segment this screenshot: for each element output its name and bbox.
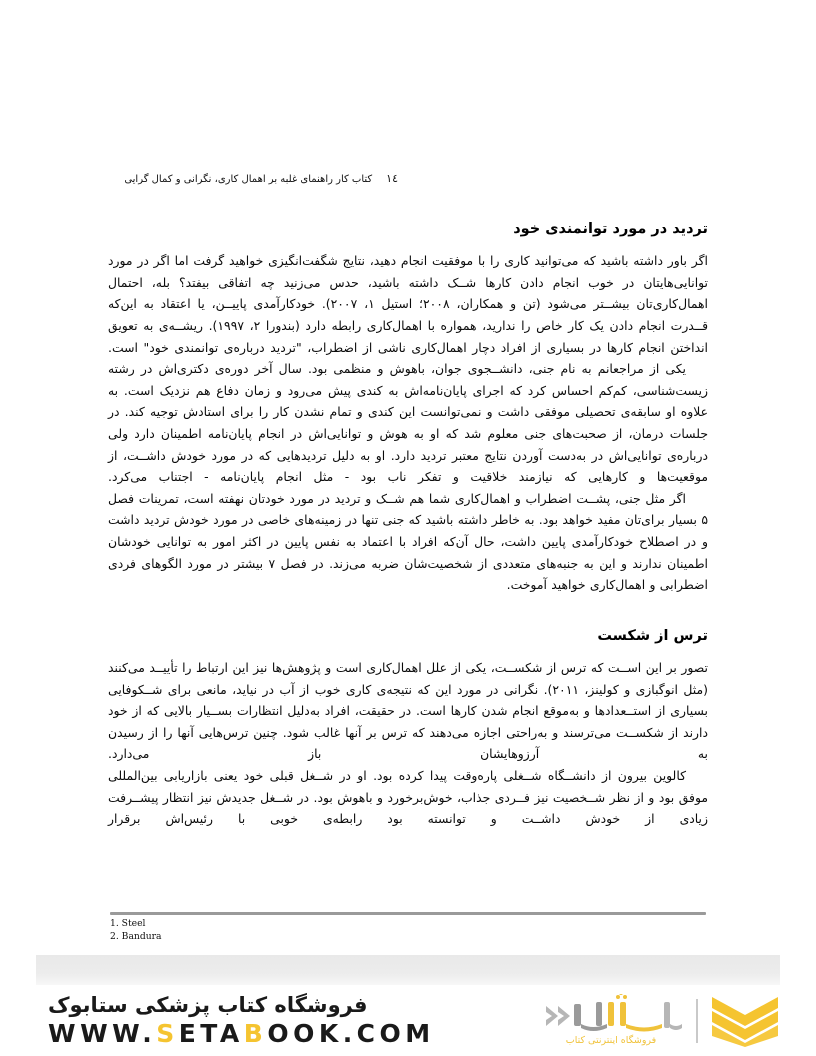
- footnotes: [110, 918, 706, 943]
- logo-wordmark-block: [536, 994, 686, 1046]
- footnote-separator: [110, 912, 706, 915]
- page-bottom-band: [36, 955, 780, 985]
- footnote-item: 1. Steel: [110, 918, 146, 929]
- page-number: ١٤: [386, 172, 398, 185]
- paragraph: تصور بر این اســت که ترس از شکســت، یکی از علل اهمال‌کاری است و پژوهش‌ها نیز این ارتباط را تأییــد می‌کنند (مثل انوگبازی و کولینز، ۲۰۱۱). نگرانی در مورد این که نتیجه‌ی کاری خوب از آب در نیاید، مانعی برای شــکوفایی بسیاری از استــعدادها و به‌موقع انجام شدن کارها است. در حقیقت، افراد به‌دلیل انتظارات بســیار بالایی که از خود دارند از شکســت می‌ترسند و به‌راحتی اجازه می‌دهند که ترس بر آنها غالب شود. چنین ترس‌هایی آنها را از رسیدن به آرزوهایشان باز می‌دارد.: [108, 660, 708, 762]
- running-header: [108, 172, 708, 185]
- paragraph: کالوین بیرون از دانشــگاه شــغلی پاره‌وقت پیدا کرده بود. او در شــغل قبلی خود یعنی بازاریابی بین‌المللی موفق بود و از نظر شــخصیت نیز فــردی جذاب، خوش‌برخورد و باهوش بود. در شــغل جدیدش نیز انتظار پیشــرفت زیادی از خودش داشــت و توانسته بود رابطه‌ی خوبی با رئیس‌اش برقرار: [108, 768, 708, 827]
- footer-branding: [0, 985, 816, 1056]
- brand-url[interactable]: WWW.SETABOOK.COM: [48, 1018, 435, 1048]
- paragraph: اگر باور داشته باشید که می‌توانید کاری را با موفقیت انجام دهید، نتایج شگفت‌انگیزی خواهید گرفت اما اگر در مورد توانایی‌هایتان در خوب انجام دادن کارها شــک داشته باشید، حدس می‌زنید چه اتفاقی بیفتد؟ بله، احتمال اهمال‌کاری‌تان بیشــتر می‌شود (تن و همکاران، ۲۰۰۸؛ استیل ۱، ۲۰۰۷). خودکارآمدی پاییــن، یا اعتقاد به این‌که قــدرت انجام دادن یک کار خاص را ندارید، همواره با اهمال‌کاری رابطه دارد (بندورا ۲، ۱۹۹۷). ریشــه‌ی به تعویق انداختن انجام کارها در بسیاری از افراد دچار اهمال‌کاری ناشی از اضطراب، "تردید درباره‌ی توانمندی خود" است.: [108, 253, 709, 355]
- paragraph: یکی از مراجعانم به نام جنی، دانشــجوی جوان، باهوش و منظمی بود. سال آخر دوره‌ی دکتری‌اش در رشته زیست‌شناسی، کم‌کم احساس کرد که اجرای پایان‌نامه‌اش به کندی پیش می‌رود و زمان دفاع هم نزدیک است. به علاوه او سابقه‌ی تحصیلی موفقی داشت و نمی‌توانست این کندی و تمام نشدن کار را برای استادش توجیه کند. در جلسات درمان، از صحبت‌های جنی معلوم شد که او به هوش و توانایی‌اش در انجام پایان‌نامه اطمینان دارد ولی درباره‌ی توانایی‌اش در به‌دست آوردن نتایج معتبر تردید دارد. او به دلیل تردیدهایی که در مورد خودش داشــت، از موقعیت‌ها و کارهایی که نیازمند خلاقیت و تفکر ناب بود - مثل انجام پایان‌نامه - اجتناب می‌کرد.: [108, 361, 708, 485]
- brand-text-block: [48, 994, 435, 1048]
- logo-block: [536, 994, 782, 1046]
- section-heading-fear-of-failure: ترس از شکست: [597, 627, 708, 644]
- footnote-item: 2. Bandura: [110, 930, 162, 942]
- section-heading-self-doubt: تردید در مورد توانمندی خود: [513, 221, 708, 237]
- logo-divider: [696, 999, 698, 1043]
- setabook-wordmark-icon: [536, 994, 686, 1034]
- running-header-title: کتاب کار راهنمای غلبه بر اهمال کاری، نگرانی و کمال گرایی: [124, 174, 373, 185]
- page-content: [108, 172, 708, 830]
- brand-name-fa: فروشگاه کتاب پزشکی ستابوک: [48, 992, 368, 1017]
- logo-tagline: فروشگاه اینترنتی کتاب: [565, 1035, 657, 1047]
- chevron-logo-icon: [708, 995, 782, 1047]
- paragraph: اگر مثل جنی، پشــت اضطراب و اهمال‌کاری شما هم شــک و تردید در مورد خودتان نهفته است، تمرینات فصل ۵ بسیار برای‌تان مفید خواهد بود. به خاطر داشته باشید که جنی تنها در زمینه‌های خاصی در مورد خودش تردید داشت و در اصطلاح خودکارآمدی پایین داشت، حال آن‌که افراد با اعتماد به نفس پایین در اکثر امور به توانایی خودشان اطمینان ندارند و این به جنبه‌های متعددی از شخصیت‌شان ضربه می‌زند. در فصل ۷ بیشتر در مورد الگوهای فردی اضطرابی و اهمال‌کاری خواهید آموخت.: [108, 490, 708, 593]
